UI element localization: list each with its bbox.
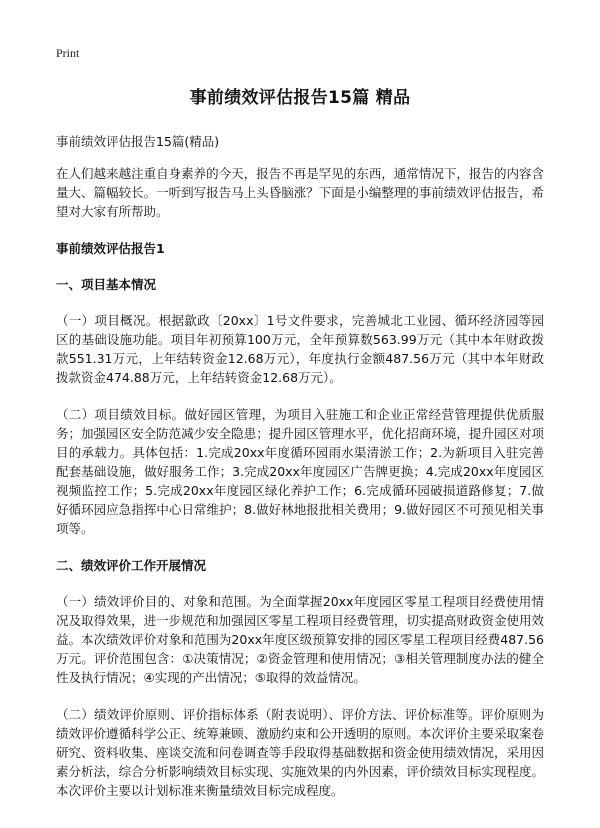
section-1-paragraph-2: （二）项目绩效目标。做好园区管理，为项目入驻施工和企业正常经营管理提供优质服务；加强园区安全防范减少安全隐患；提升园区管理水平，优化招商环境，提升园区对项目的承载力。具体包括：1.完成20xx年度循环园雨水渠清淤工作；2.为新项目入驻完善配套基础设施，做好服务工作；3.完成20xx年度园区广告牌更换；4.完成20xx年度园区视频监控工作；5.完成20xx年度园区绿化养护工作；6.完成循环园破损道路修复；7.做好循环园应急指挥中心日常维护；8.做好林地报批相关费用；9.做好园区不可预见相关事项等。 xyxy=(56,407,544,536)
intro-paragraph: 在人们越来越注重自身素养的今天，报告不再是罕见的东西，通常情况下，报告的内容含量大、篇幅较长。一听到写报告马上头昏脑涨？下面是小编整理的事前绩效评估报告，希望对大家有所帮助。 xyxy=(56,166,544,219)
document-subtitle: 事前绩效评估报告15篇(精品) xyxy=(56,134,220,149)
section-1-paragraph-1: （一）项目概况。根据歙政〔20xx〕1号文件要求，完善城北工业园、循环经济园等园区的基础设施功能。项目年初预算100万元，全年预算数563.99万元（其中本年财政拨款551.31万元，上年结转资金12.68万元），年度执行金额487.56万元（其中本年财政拨款资金474.88万元，上年结转资金12.68万元）。 xyxy=(56,313,544,385)
print-label: Print xyxy=(56,46,80,60)
section-1-heading: 一、项目基本情况 xyxy=(56,277,157,292)
section-2-heading: 二、绩效评价工作开展情况 xyxy=(56,558,207,573)
section-2-paragraph-2: （二）绩效评价原则、评价指标体系（附表说明）、评价方法、评价标准等。评价原则为绩效评价遵循科学公正、统筹兼顾、激励约束和公开透明的原则。本次评价主要采取案卷研究、资料收集、座谈交流和问卷调查等手段取得基础数据和资金使用绩效情况，采用因素分析法，综合分析影响绩效目标实现、实施效果的内外因素，评价绩效目标实现程度。本次评价主要以计划标准来衡量绩效目标完成程度。 xyxy=(56,707,544,798)
page-title: 事前绩效评估报告15篇 精品 xyxy=(189,88,411,108)
section-2-paragraph-1: （一）绩效评价目的、对象和范围。为全面掌握20xx年度园区零星工程项目经费使用情况及取得效果，进一步规范和加强园区零星工程项目经费管理，切实提高财政资金使用效益。本次绩效评价对象和范围为20xx年度区级预算安排的园区零星工程项目经费487.56万元。评价范围包含：①决策情况；②资金管理和使用情况；③相关管理制度办法的健全性及执行情况；④实现的产出情况；⑤取得的效益情况。 xyxy=(56,594,544,685)
report-heading: 事前绩效评估报告1 xyxy=(56,241,165,256)
